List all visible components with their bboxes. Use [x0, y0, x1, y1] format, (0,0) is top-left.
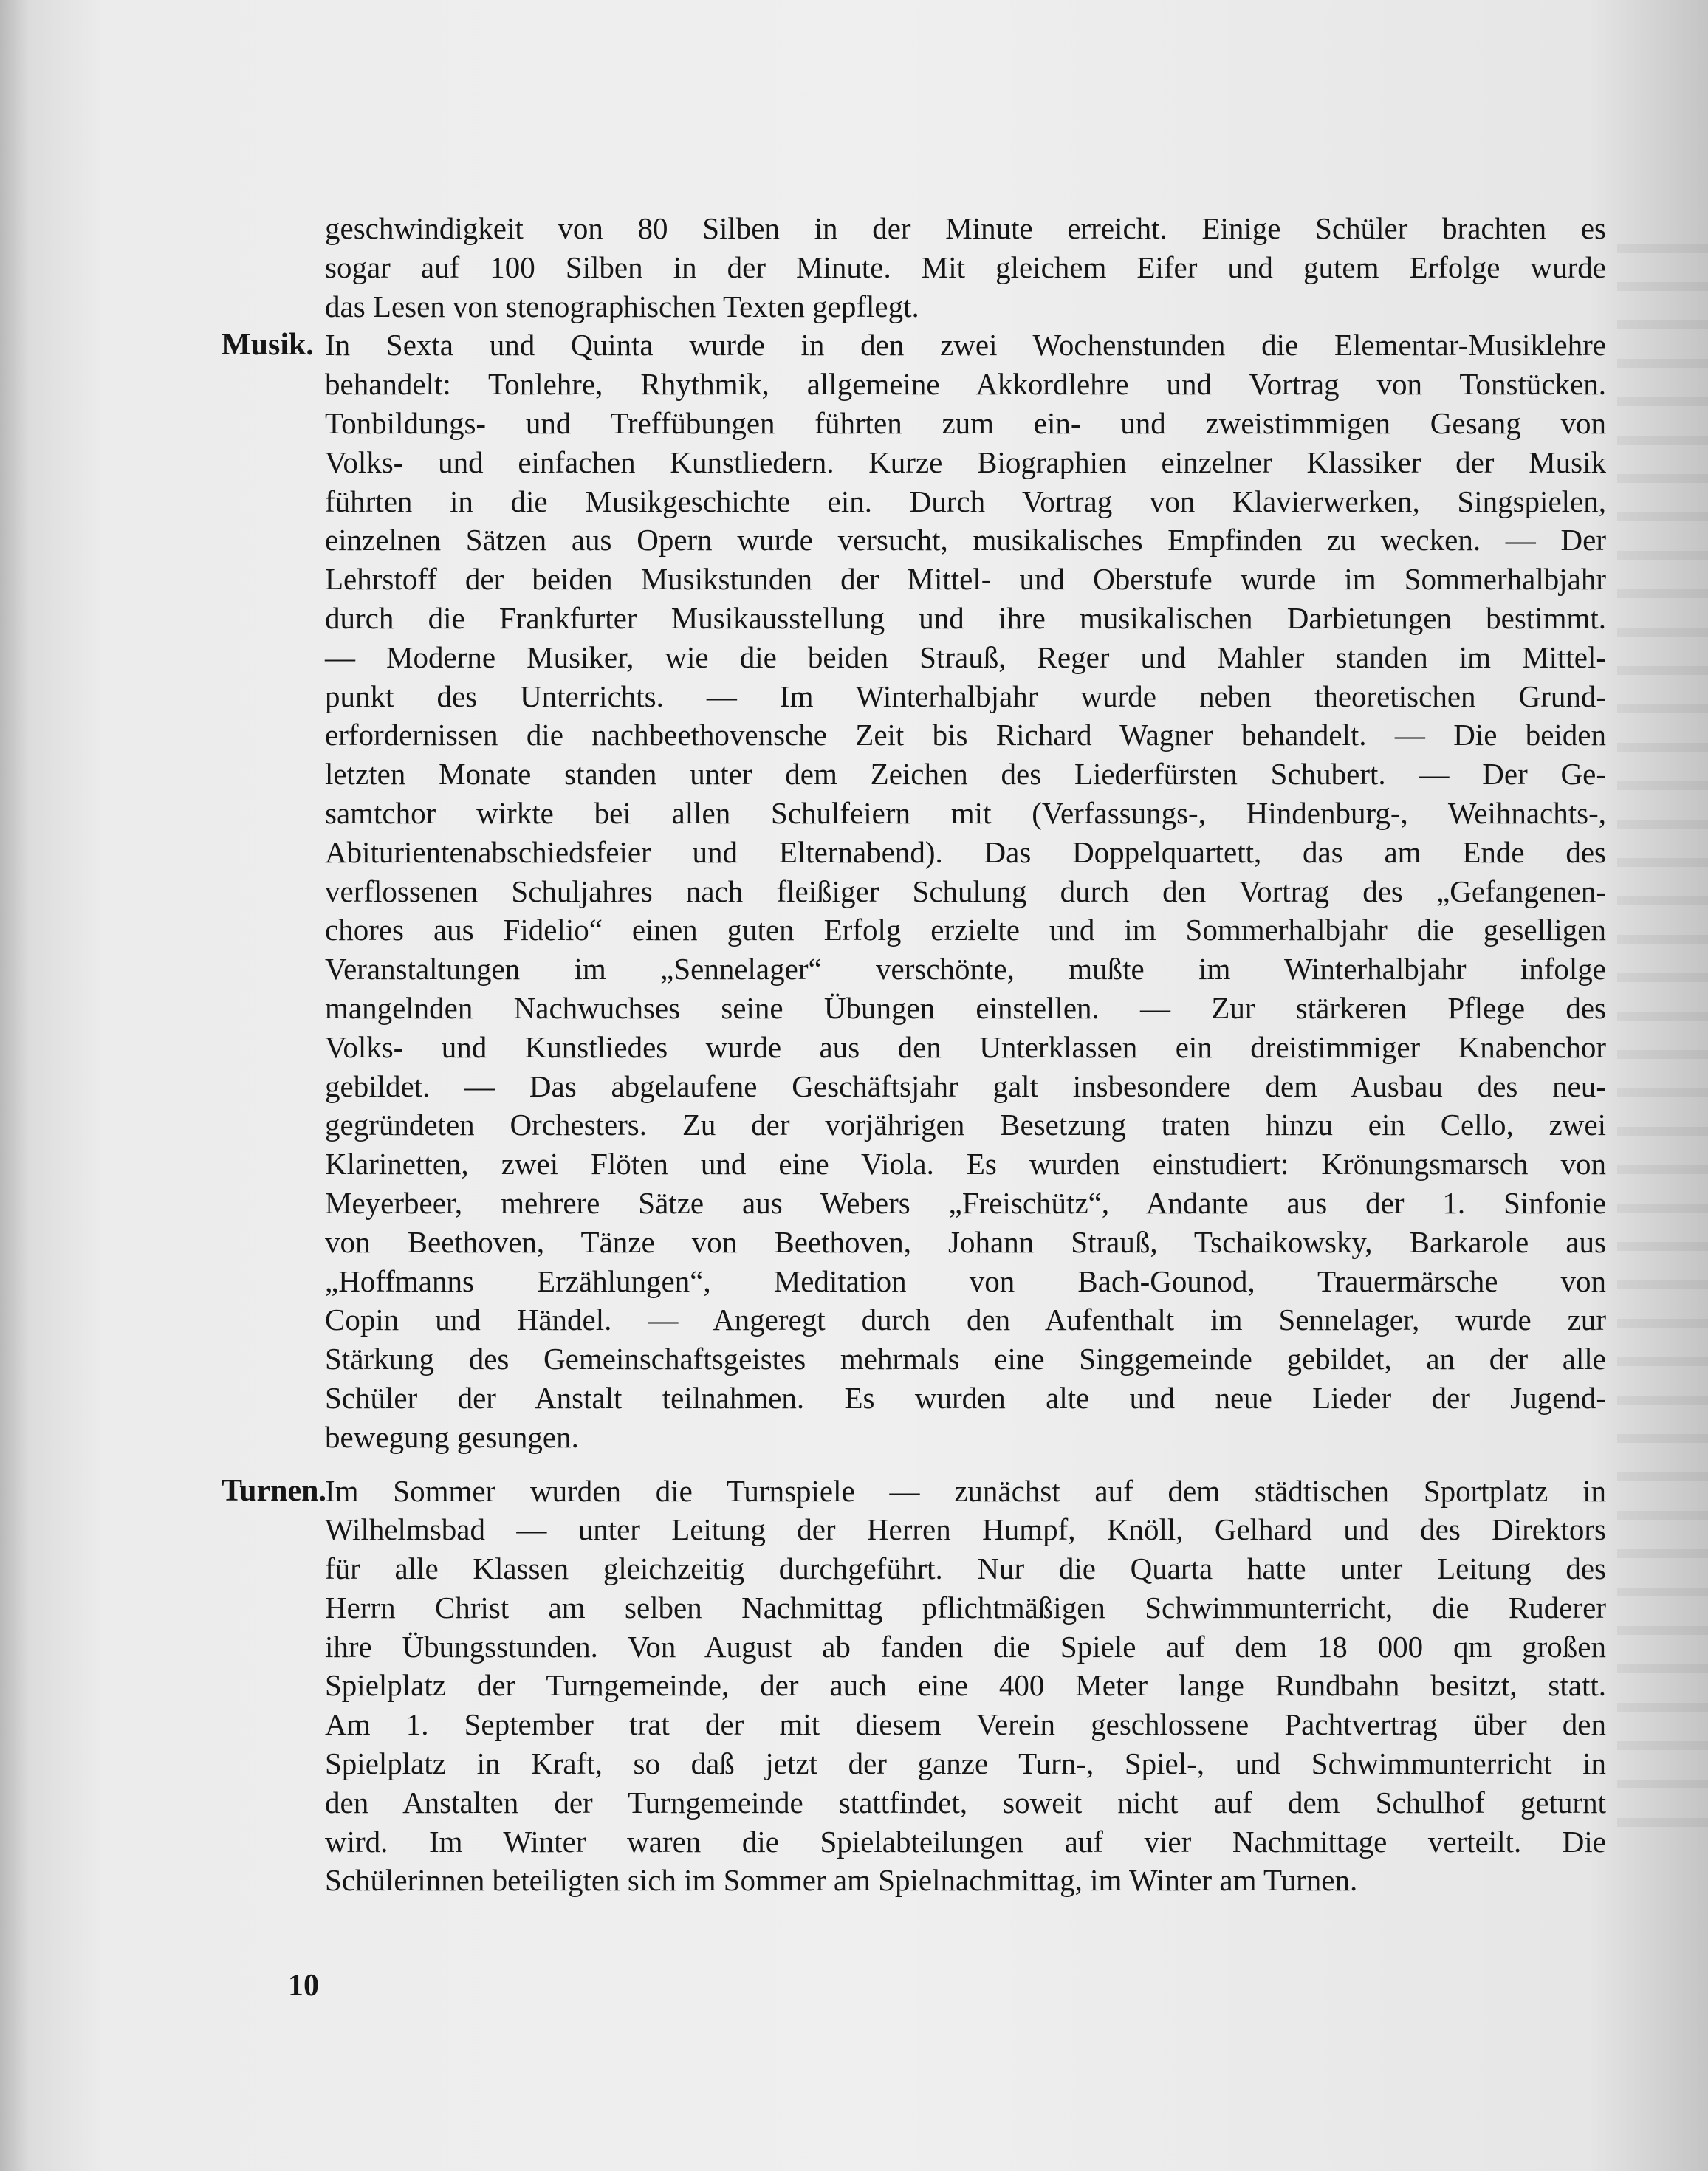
text-line: — Moderne Musiker, wie die beiden Strauß, Reger und Mahler standen im Mittel- — [325, 639, 1606, 674]
text-line: gegründeten Orchesters. Zu der vorjährigen Besetzung traten hinzu ein Cello, zwei — [325, 1108, 1606, 1142]
text-line: behandelt: Tonlehre, Rhythmik, allgemeine Akkordlehre und Vortrag von Tonstücken. — [325, 367, 1606, 402]
text-line: Copin und Händel. — Angeregt durch den Aufenthalt im Sennelager, wurde zur — [325, 1303, 1606, 1337]
text-line: chores aus Fidelio“ einen guten Erfolg erzielte und im Sommerhalbjahr die geselligen — [325, 913, 1606, 947]
text-line: gebildet. — Das abgelaufene Geschäftsjahr galt insbesondere dem Ausbau des neu- — [325, 1069, 1606, 1103]
text-line: Klarinetten, zwei Flöten und eine Viola. Es wurden einstudiert: Krönungsmarsch von — [325, 1147, 1606, 1181]
text-line: Volks- und Kunstliedes wurde aus den Unterklassen ein dreistimmiger Knabenchor — [325, 1029, 1606, 1064]
paragraph-stenography-continued — [222, 209, 1610, 326]
text-line: den Anstalten der Turngemeinde stattfindet, soweit nicht auf dem Schulhof geturnt — [325, 1785, 1606, 1820]
text-line: von Beethoven, Tänze von Beethoven, Johann Strauß, Tschaikowsky, Barkarole aus — [325, 1224, 1606, 1259]
text-line: Lehrstoff der beiden Musikstunden der Mittel- und Oberstufe wurde im Sommerhalbjahr — [325, 562, 1606, 597]
text-line: Stärkung des Gemeinschaftsgeistes mehrmals eine Singgemeinde gebildet, an der alle — [325, 1342, 1606, 1376]
text-line: Am 1. September trat der mit diesem Verein geschlossene Pachtvertrag über den — [325, 1707, 1606, 1742]
text-line: verflossenen Schuljahres nach fleißiger Schulung durch den Vortrag des „Gefangenen- — [325, 874, 1606, 908]
text-line: Wilhelmsbad — unter Leitung der Herren Humpf, Knöll, Gelhard und des Direktors — [325, 1512, 1606, 1547]
text-line: sogar auf 100 Silben in der Minute. Mit gleichem Eifer und gutem Erfolge wurde — [325, 250, 1606, 284]
text-line: Schüler der Anstalt teilnahmen. Es wurden alte und neue Lieder der Jugend- — [325, 1380, 1606, 1415]
text-line: In Sexta und Quinta wurde in den zwei Wochenstunden die Elementar-Musiklehre — [325, 328, 1606, 363]
text-line: Spielplatz in Kraft, so daß jetzt der ganze Turn-, Spiel-, und Schwimmunterricht in — [325, 1746, 1606, 1781]
section-musik — [222, 326, 1610, 1456]
page-number: 10 — [288, 1969, 319, 2003]
section-label-turnen: Turnen. — [222, 1473, 327, 1508]
text-line: geschwindigkeit von 80 Silben in der Minute erreicht. Einige Schüler brachten es — [325, 211, 1606, 245]
text-line: Meyerbeer, mehrere Sätze aus Webers „Freischütz“, Andante aus der 1. Sinfonie — [325, 1185, 1606, 1220]
text-line: mangelnden Nachwuchses seine Übungen einstellen. — Zur stärkeren Pflege des — [325, 990, 1606, 1025]
text-line: bewegung gesungen. — [325, 1419, 579, 1454]
text-line: Tonbildungs- und Treffübungen führten zum ein- und zweistimmigen Gesang von — [325, 405, 1606, 440]
text-line: Herrn Christ am selben Nachmittag pflichtmäßigen Schwimmunterricht, die Ruderer — [325, 1590, 1606, 1625]
text-line: führten in die Musikgeschichte ein. Durch Vortrag von Klavierwerken, Singspielen, — [325, 484, 1606, 518]
section-turnen — [222, 1472, 1610, 1901]
text-line: durch die Frankfurter Musikausstellung und ihre musikalischen Darbietungen bestimmt. — [325, 600, 1606, 635]
text-line: letzten Monate standen unter dem Zeichen des Liederfürsten Schubert. — Der Ge- — [325, 757, 1606, 792]
text-line: ihre Übungsstunden. Von August ab fanden die Spiele auf dem 18 000 qm großen — [325, 1629, 1606, 1664]
text-line: Veranstaltungen im „Sennelager“ verschönte, mußte im Winterhalbjahr infolge — [325, 952, 1606, 987]
bleed-through-text — [1617, 222, 1708, 1846]
text-line: erfordernissen die nachbeethovensche Zeit bis Richard Wagner behandelt. — Die beiden — [325, 718, 1606, 752]
text-line: punkt des Unterrichts. — Im Winterhalbjahr wurde neben theoretischen Grund- — [325, 679, 1606, 713]
text-line: samtchor wirkte bei allen Schulfeiern mit (Verfassungs-, Hindenburg-, Weihnachts-, — [325, 795, 1606, 830]
text-line: wird. Im Winter waren die Spielabteilungen auf vier Nachmittage verteilt. Die — [325, 1824, 1606, 1859]
text-line: Volks- und einfachen Kunstliedern. Kurze Biographien einzelner Klassiker der Musik — [325, 445, 1606, 479]
text-line: das Lesen von stenographischen Texten gepflegt. — [325, 289, 919, 323]
text-line: Abiturientenabschiedsfeier und Elternabend). Das Doppelquartett, das am Ende des — [325, 834, 1606, 869]
text-line: für alle Klassen gleichzeitig durchgeführt. Nur die Quarta hatte unter Leitung des — [325, 1551, 1606, 1586]
section-label-musik: Musik. — [222, 328, 314, 363]
text-line: Spielplatz der Turngemeinde, der auch eine 400 Meter lange Rundbahn besitzt, statt. — [325, 1668, 1606, 1703]
text-line: Im Sommer wurden die Turnspiele — zunächst auf dem städtischen Sportplatz in — [325, 1473, 1606, 1508]
text-line: „Hoffmanns Erzählungen“, Meditation von Bach-Gounod, Trauermärsche von — [325, 1263, 1606, 1298]
text-line: Schülerinnen beteiligten sich im Sommer am Spielnachmittag, im Winter am Turnen. — [325, 1863, 1358, 1898]
text-line: einzelnen Sätzen aus Opern wurde versucht, musikalisches Empfinden zu wecken. — Der — [325, 523, 1606, 558]
report-body — [222, 209, 1610, 1900]
